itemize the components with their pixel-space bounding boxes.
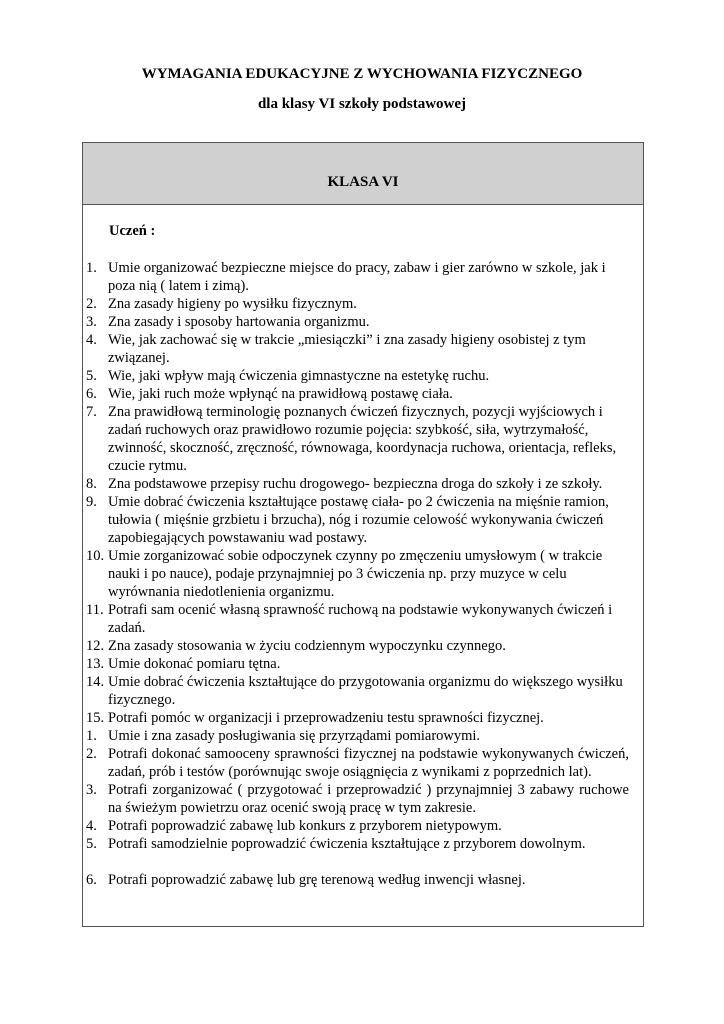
item-number: 5. bbox=[86, 368, 97, 384]
item-number: 10. bbox=[86, 548, 105, 564]
item-text: Potrafi zorganizować ( przygotować i przeprowadzić ) przynajmniej 3 zabawy ruchowe na świeżym powietrzu oraz ocenić swoją pracę w tym zakresie. bbox=[108, 782, 629, 816]
list-item bbox=[83, 385, 643, 403]
item-number: 13. bbox=[86, 656, 105, 672]
list-item bbox=[83, 835, 643, 853]
document-title: WYMAGANIA EDUKACYJNE Z WYCHOWANIA FIZYCZNEGO bbox=[141, 66, 583, 82]
class-heading: KLASA VI bbox=[327, 174, 399, 190]
item-number: 6. bbox=[86, 872, 97, 888]
item-text: Umie organizować bezpieczne miejsce do pracy, zabaw i gier zarówno w szkole, jak i poza nią ( latem i zimą). bbox=[108, 260, 606, 294]
item-text: Wie, jaki ruch może wpłynąć na prawidłową postawę ciała. bbox=[108, 386, 453, 402]
item-text: Zna zasady i sposoby hartowania organizmu. bbox=[108, 314, 370, 330]
list-item bbox=[83, 673, 643, 709]
item-text: Wie, jaki wpływ mają ćwiczenia gimnastyczne na estetykę ruchu. bbox=[108, 368, 490, 384]
list-item bbox=[83, 403, 643, 475]
list-item bbox=[83, 295, 643, 313]
item-number: 1. bbox=[86, 728, 97, 744]
list-item bbox=[83, 655, 643, 673]
list-item bbox=[83, 331, 643, 367]
item-number: 11. bbox=[86, 602, 104, 618]
item-number: 8. bbox=[86, 476, 97, 492]
item-text: Umie zorganizować sobie odpoczynek czynny po zmęczeniu umysłowym ( w trakcie nauki i po nauce), podaje przynajmniej po 3 ćwiczenia np. przy muzyce w celu wyrównania niedotlenienia organizmu. bbox=[108, 548, 603, 600]
list-item bbox=[83, 601, 643, 637]
item-number: 6. bbox=[86, 386, 97, 402]
item-number: 2. bbox=[86, 296, 97, 312]
list-item bbox=[83, 493, 643, 547]
item-text: Wie, jak zachować się w trakcie „miesiączki” i zna zasady higieny osobistej z tym związanej. bbox=[108, 332, 586, 366]
list-item bbox=[83, 637, 643, 655]
item-number: 14. bbox=[86, 674, 105, 690]
item-text: Umie dobrać ćwiczenia kształtujące do przygotowania organizmu do większego wysiłku fizycznego. bbox=[108, 674, 623, 708]
list-item bbox=[83, 727, 643, 745]
item-text: Zna zasady higieny po wysiłku fizycznym. bbox=[108, 296, 357, 312]
item-number: 2. bbox=[86, 746, 97, 762]
list-item bbox=[83, 709, 643, 727]
list-item bbox=[83, 367, 643, 385]
item-number: 9. bbox=[86, 494, 97, 510]
item-text: Potrafi poprowadzić zabawę lub grę terenową według inwencji własnej. bbox=[108, 872, 526, 888]
list-item bbox=[83, 745, 643, 781]
item-text: Potrafi poprowadzić zabawę lub konkurs z przyborem nietypowym. bbox=[108, 818, 502, 834]
list-item bbox=[83, 871, 643, 889]
item-number: 1. bbox=[86, 260, 97, 276]
item-number: 7. bbox=[86, 404, 97, 420]
item-text: Potrafi sam ocenić własną sprawność ruchową na podstawie wykonywanych ćwiczeń i zadań. bbox=[108, 602, 613, 636]
item-number: 15. bbox=[86, 710, 105, 726]
list-item bbox=[83, 259, 643, 295]
item-number: 4. bbox=[86, 332, 97, 348]
list-item bbox=[83, 547, 643, 601]
list-item bbox=[83, 817, 643, 835]
item-number: 12. bbox=[86, 638, 105, 654]
item-text: Umie i zna zasady posługiwania się przyrządami pomiarowymi. bbox=[108, 728, 481, 744]
item-number: 4. bbox=[86, 818, 97, 834]
document-subtitle: dla klasy VI szkoły podstawowej bbox=[257, 96, 467, 112]
class-header bbox=[83, 143, 643, 205]
item-text: Zna prawidłową terminologię poznanych ćwiczeń fizycznych, pozycji wyjściowych i zadań ruchowych oraz prawidłowo rozumie pojęcia: szybkość, siła, wytrzymałość, zwinność, skoczność, zręczność, równowaga, koordynacja ruchowa, orientacja, refleks, czucie rytmu. bbox=[108, 404, 617, 474]
item-text: Zna zasady stosowania w życiu codziennym wypoczynku czynnego. bbox=[108, 638, 506, 654]
item-text: Umie dokonać pomiaru tętna. bbox=[108, 656, 281, 672]
item-text: Potrafi samodzielnie poprowadzić ćwiczenia kształtujące z przyborem dowolnym. bbox=[108, 836, 586, 852]
requirements-box bbox=[82, 142, 644, 927]
requirements-list bbox=[83, 259, 643, 889]
list-item bbox=[83, 781, 643, 817]
item-text: Potrafi pomóc w organizacji i przeprowadzeniu testu sprawności fizycznej. bbox=[108, 710, 544, 726]
item-number: 3. bbox=[86, 314, 97, 330]
list-item bbox=[83, 475, 643, 493]
item-number: 5. bbox=[86, 836, 97, 852]
item-text: Zna podstawowe przepisy ruchu drogowego- bezpieczna droga do szkoły i ze szkoły. bbox=[108, 476, 603, 492]
list-item bbox=[83, 313, 643, 331]
item-number: 3. bbox=[86, 782, 97, 798]
item-text: Potrafi dokonać samooceny sprawności fizycznej na podstawie wykonywanych ćwiczeń, zadań, prób i testów (porównując swoje osiągnięcia z wynikami z poprzednich lat). bbox=[108, 746, 629, 780]
student-label: Uczeń : bbox=[109, 223, 156, 239]
item-text: Umie dobrać ćwiczenia kształtujące postawę ciała- po 2 ćwiczenia na mięśnie ramion, tułowia ( mięśnie grzbietu i brzucha), nóg i rozumie celowość wykonywania ćwiczeń zapobiegających powstawaniu wad postawy. bbox=[108, 494, 609, 546]
